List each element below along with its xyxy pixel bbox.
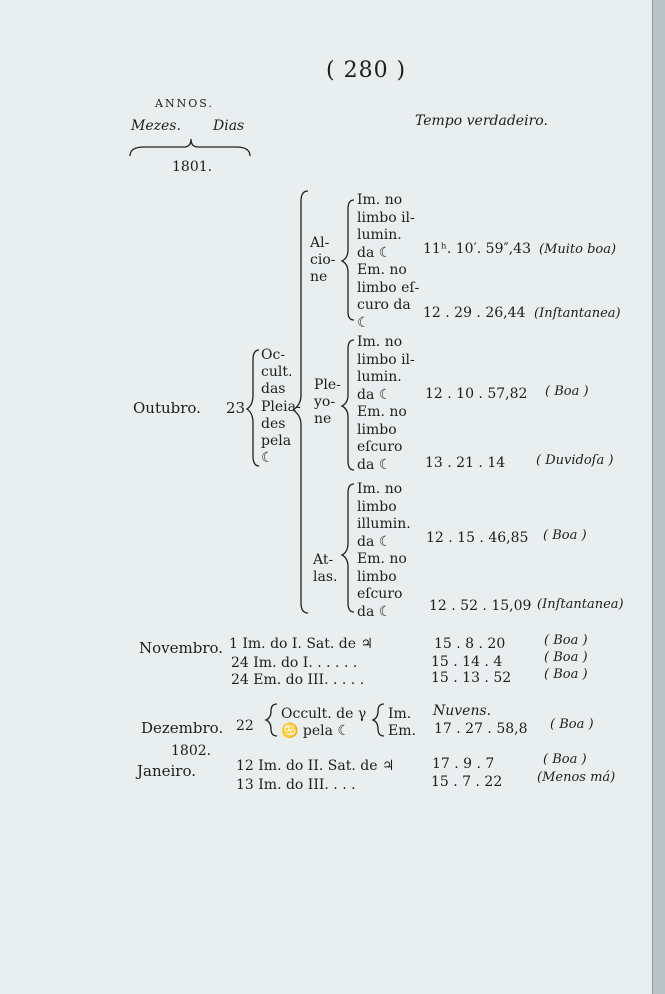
- year-1802: 1802.: [171, 743, 212, 759]
- alcione-text: Im. no limbo il- lumin. da ☾ Em. no limbo eſ- curo da ☾: [357, 192, 420, 331]
- month-novembro: Novembro.: [139, 639, 224, 657]
- jan-row-2-quality: (Menos má): [537, 770, 616, 785]
- nov-row-3-text: 24 Em. do III. . . . .: [231, 672, 365, 688]
- atlas-time-2: 12 . 52 . 15,09: [429, 598, 532, 614]
- pleyone-brace: [342, 340, 354, 470]
- nov-row-2-quality: ( Boa ): [544, 650, 588, 665]
- dez-im: Im.: [388, 706, 412, 722]
- jan-row-2-text: 13 Im. do III. . . .: [236, 777, 356, 793]
- header-dias: Dias: [213, 118, 245, 134]
- month-dezembro: Dezembro.: [141, 719, 224, 737]
- dez-em: Em.: [388, 723, 416, 739]
- atlas-time-1: 12 . 15 . 46,85: [426, 530, 529, 546]
- alcione-brace: [342, 200, 354, 320]
- nov-row-1-time: 15 . 8 . 20: [434, 636, 506, 652]
- nov-row-1-text: 1 Im. do I. Sat. de ♃: [229, 636, 374, 652]
- pleyone-quality-2: ( Duvidoſa ): [536, 453, 614, 468]
- month-outubro: Outubro.: [133, 399, 201, 417]
- month-janeiro: Janeiro.: [137, 762, 196, 780]
- atlas-text: Im. no limbo illumin. da ☾ Em. no limbo eſcuro da ☾: [357, 481, 411, 620]
- occult-brace: [247, 350, 259, 466]
- pleyone-text: Im. no limbo il- lumin. da ☾ Em. no limbo eſcuro da ☾: [357, 334, 415, 473]
- dez-brace-2: [373, 704, 384, 736]
- atlas-quality-1: ( Boa ): [543, 528, 587, 543]
- dez-day: 22: [236, 718, 254, 734]
- occult-text: Oc- cult. das Pleia- des pela ☾: [261, 347, 301, 467]
- dez-quality: ( Boa ): [550, 717, 594, 732]
- alcione-quality-2: (Inſtantanea): [534, 306, 621, 321]
- nov-row-3-time: 15 . 13 . 52: [431, 670, 512, 686]
- dez-nuvens: Nuvens.: [433, 703, 492, 719]
- jan-row-2-time: 15 . 7 . 22: [431, 774, 503, 790]
- dez-time: 17 . 27 . 58,8: [434, 721, 528, 737]
- nov-row-2-text: 24 Im. do I. . . . . .: [231, 655, 358, 671]
- jan-row-1-text: 12 Im. do II. Sat. de ♃: [236, 758, 395, 774]
- book-edge: [652, 0, 665, 994]
- alcione-quality-1: (Muito boa): [539, 242, 617, 257]
- header-annos: ANNOS.: [155, 97, 214, 110]
- nov-row-2-time: 15 . 14 . 4: [431, 654, 503, 670]
- pleyone-time-1: 12 . 10 . 57,82: [425, 386, 528, 402]
- alcione-time-2: 12 . 29 . 26,44: [423, 305, 526, 321]
- page-number: ( 280 ): [326, 58, 407, 83]
- day-23: 23: [226, 399, 246, 417]
- atlas-brace: [342, 484, 354, 612]
- dez-line-2: ♋ pela ☾: [281, 723, 350, 739]
- dez-line-1: Occult. de γ: [281, 706, 367, 722]
- nov-row-3-quality: ( Boa ): [544, 667, 588, 682]
- pleyone-quality-1: ( Boa ): [545, 384, 589, 399]
- label-pleyone: Ple- yo- ne: [314, 377, 341, 427]
- atlas-quality-2: (Inſtantanea): [537, 597, 624, 612]
- header-mezes: Mezes.: [131, 118, 181, 134]
- nov-row-1-quality: ( Boa ): [544, 633, 588, 648]
- alcione-time-1: 11ʰ. 10′. 59″,43: [423, 241, 531, 257]
- label-alcione: Al- cio- ne: [310, 235, 336, 285]
- header-tempo: Tempo verdadeiro.: [415, 113, 548, 129]
- label-atlas: At- las.: [313, 552, 338, 585]
- jan-row-1-time: 17 . 9 . 7: [432, 756, 495, 772]
- year-1801: 1801.: [172, 159, 213, 175]
- pleyone-time-2: 13 . 21 . 14: [425, 455, 506, 471]
- jan-row-1-quality: ( Boa ): [543, 752, 587, 767]
- dez-brace-1: [266, 704, 277, 736]
